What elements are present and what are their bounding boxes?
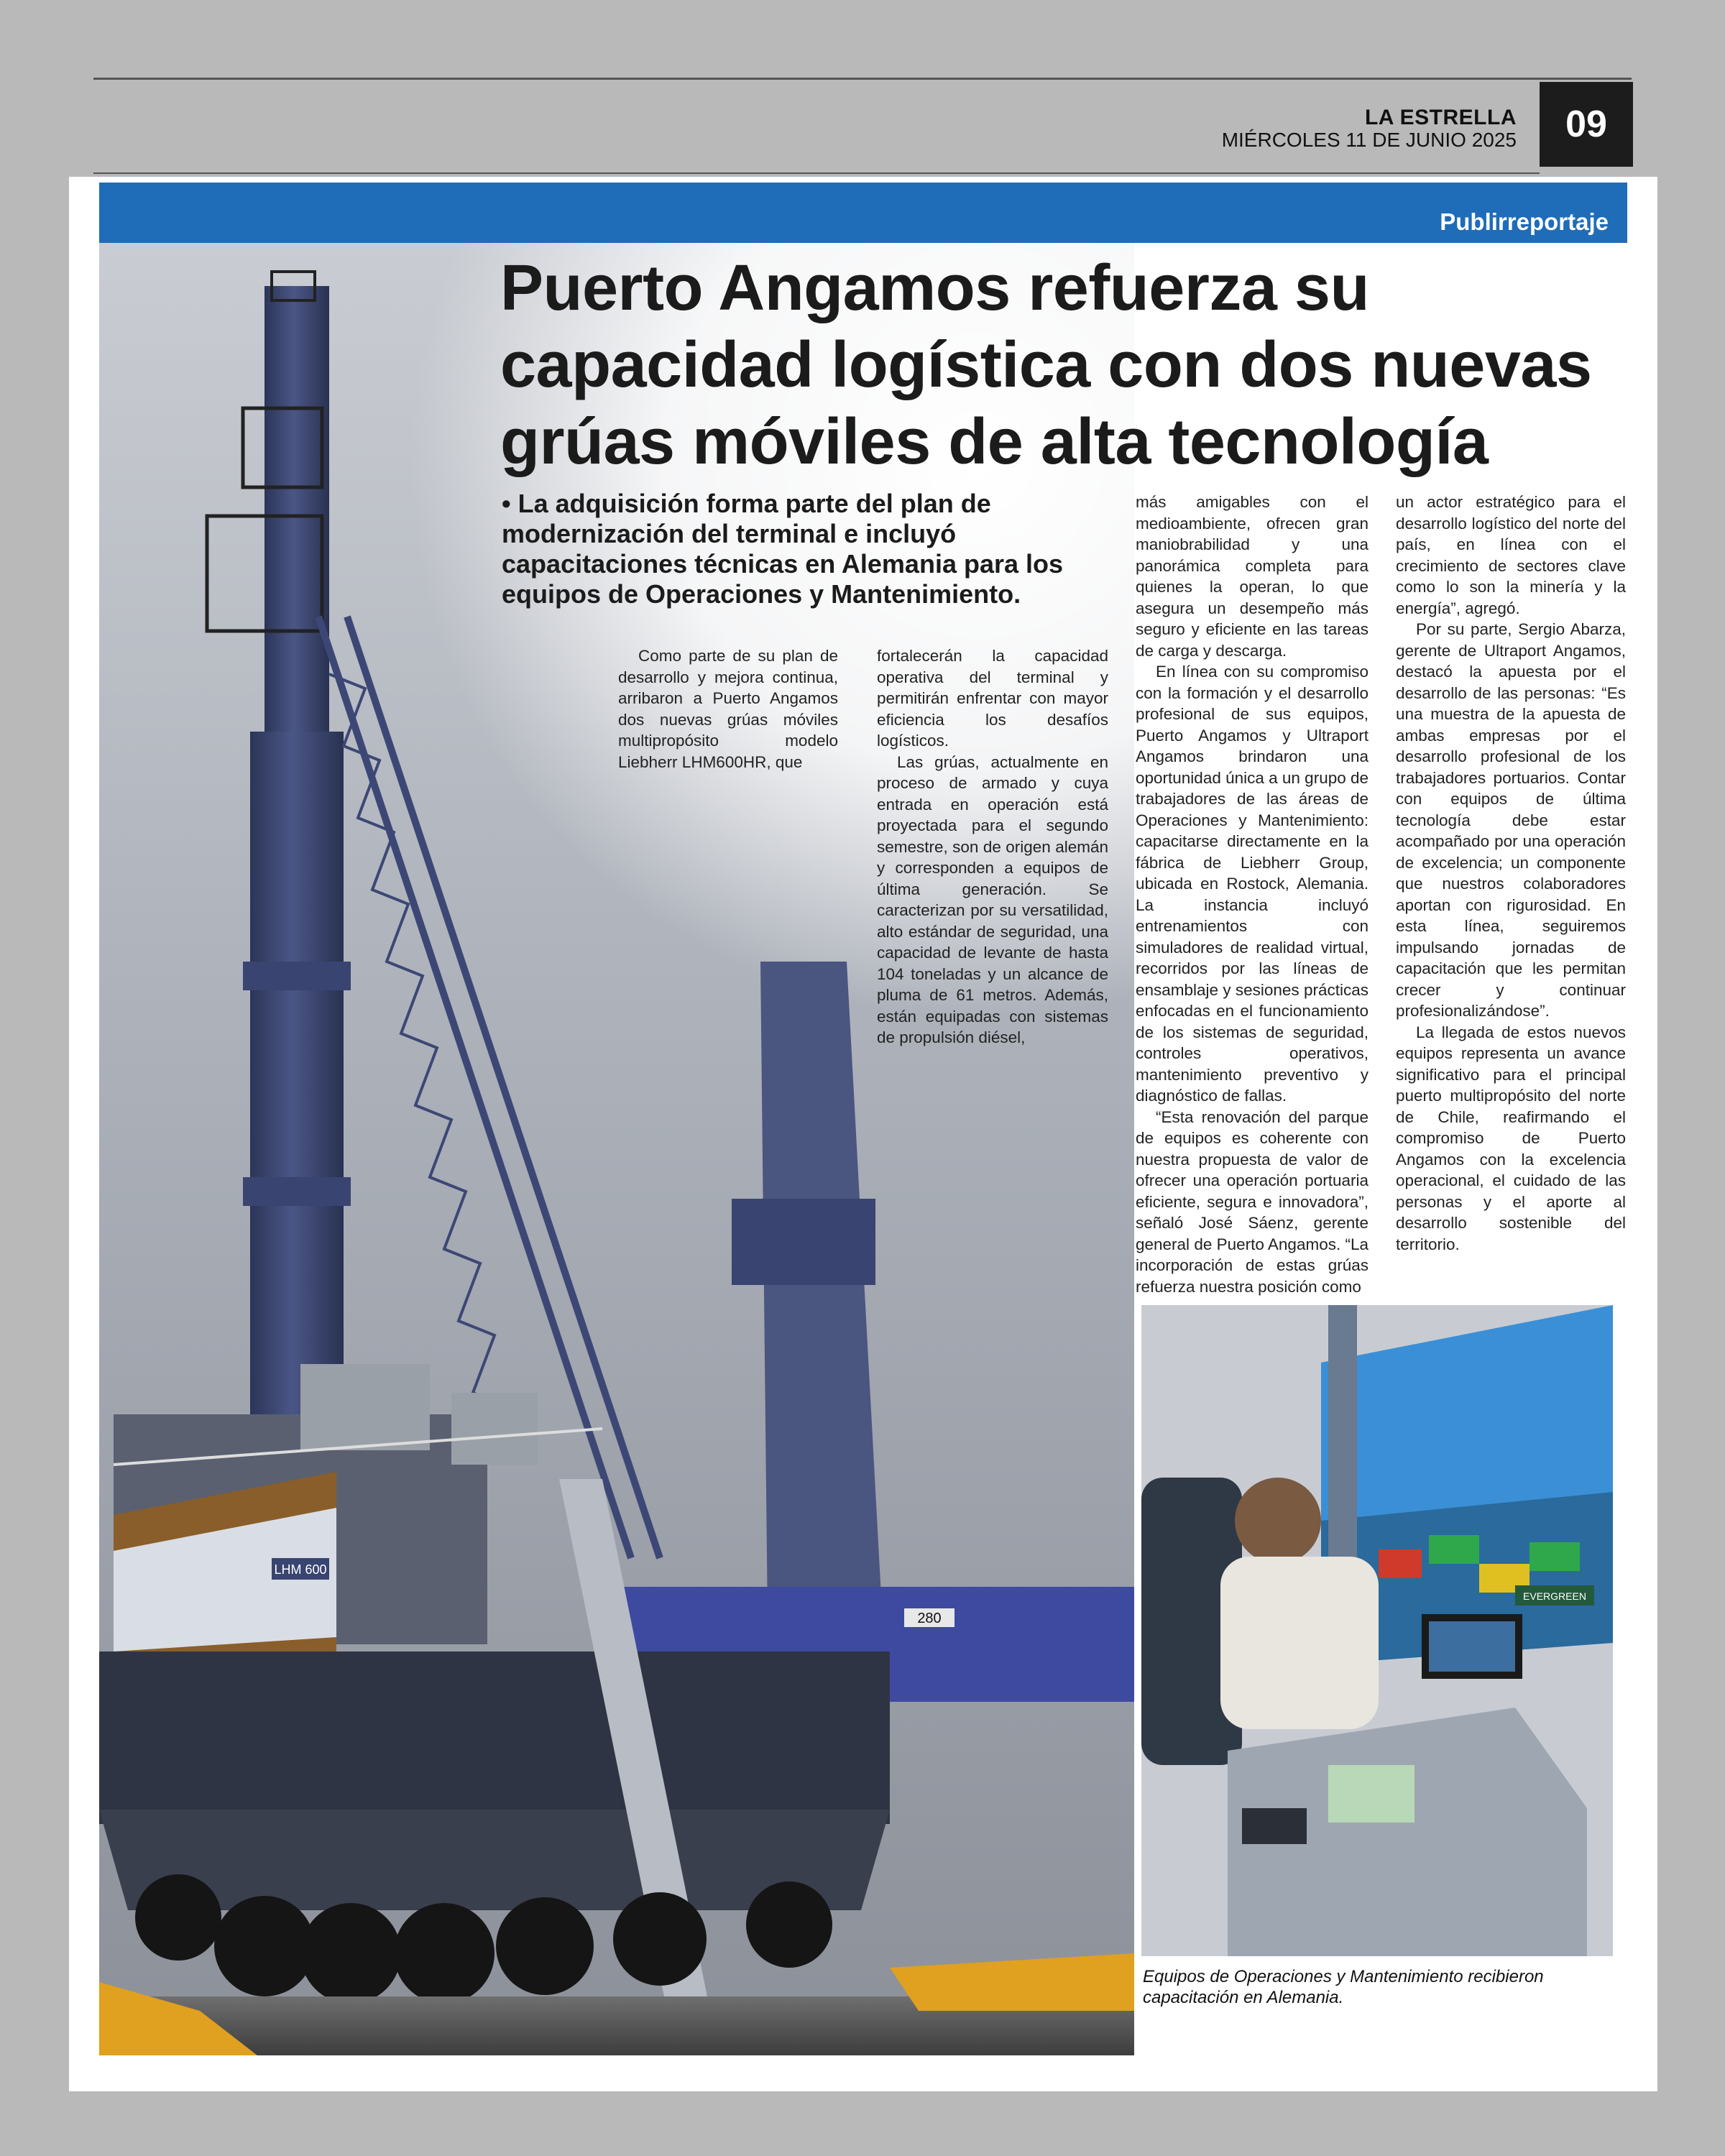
body-column-1	[618, 645, 838, 773]
masthead	[1222, 106, 1517, 151]
photo-caption: Equipos de Operaciones y Mantenimiento recibieron capacitación en Alemania.	[1143, 1967, 1544, 2007]
header-rule	[93, 172, 1540, 174]
simulator-photo	[1141, 1305, 1613, 1956]
section-kicker: Publirreportaje	[1440, 208, 1609, 235]
newspaper-name: LA ESTRELLA	[1364, 106, 1517, 129]
headline: Puerto Angamos refuerza su capacidad logística con dos nuevas grúas móviles de alta tecnología	[500, 252, 1592, 478]
issue-date: MIÉRCOLES 11 DE JUNIO 2025	[1221, 129, 1517, 151]
paragraph: La llegada de estos nuevos equipos representa un avance significativo para el principal puerto multipropósito del norte de Chile, reafirmando el compromiso de Puerto Angamos con la excelencia operacional, el cuidado de las personas y el aporte al desarrollo sostenible del territorio.	[1396, 1023, 1626, 1253]
unit-number-label: 280	[917, 1611, 942, 1626]
body-column-4	[1396, 492, 1626, 1255]
paragraph: un actor estratégico para el desarrollo logístico del norte del país, en línea con el crecimiento de sectores clave como lo son la minería y la energía”, agregó.	[1396, 493, 1626, 617]
top-rule	[93, 78, 1632, 80]
body-column-3	[1136, 492, 1368, 1297]
paragraph: “Esta renovación del parque de equipos es coherente con nuestra propuesta de valor de ofrecer una operación portuaria eficiente, segura e innovadora”, señaló José Sáenz, gerente general de Puerto Angamos. “La incorporación de estas grúas refuerza nuestra posición como	[1136, 1107, 1368, 1296]
paragraph: Como parte de su plan de desarrollo y mejora continua, arribaron a Puerto Angamos dos nuevas grúas móviles multipropósito modelo Liebherr LHM600HR, que	[618, 647, 838, 771]
deck-subheading: • La adquisición forma parte del plan de modernización del terminal e incluyó capacitaciones técnicas en Alemania para los equipos de Operaciones y Mantenimiento.	[502, 489, 1064, 609]
paragraph: fortalecerán la capacidad operativa del terminal y permitirán enfrentar con mayor eficiencia los desafíos logísticos.	[877, 647, 1108, 750]
page-number: 09	[1540, 82, 1633, 167]
crane-model-label: LHM 600	[274, 1562, 327, 1577]
container-brand-label: EVERGREEN	[1523, 1590, 1586, 1602]
section-bar	[99, 183, 1627, 243]
paragraph: más amigables con el medioambiente, ofrecen gran maniobrabilidad y una panorámica completa para quienes la operan, lo que asegura un desempeño más seguro y eficiente en las tareas de carga y descarga.	[1136, 493, 1368, 660]
body-column-2	[877, 645, 1108, 1049]
article-page	[69, 177, 1657, 2091]
paragraph: En línea con su compromiso con la formación y el desarrollo profesional de sus equipos, Puerto Angamos y Ultraport Angamos brindaron una oportunidad única a un grupo de trabajadores de las áreas de Operaciones y Mantenimiento: capacitarse directamente en la fábrica de Liebherr Group, ubicada en Rostock, Alemania. La instancia incluyó entrenamientos con simuladores de realidad virtual, recorridos por las líneas de ensamblaje y sesiones prácticas enfocadas en el funcionamiento de los sistemas de seguridad, controles operativos, mantenimiento preventivo y diagnóstico de fallas.	[1136, 663, 1369, 1105]
paragraph: Las grúas, actualmente en proceso de armado y cuya entrada en operación está proyectada para el segundo semestre, son de origen alemán y corresponden a equipos de última generación. Se caracterizan por su versatilidad, alto estándar de seguridad, una capacidad de levante de hasta 104 toneladas y un alcance de pluma de 61 metros. Además, están equipadas con sistemas de propulsión diésel,	[877, 752, 1108, 1046]
paragraph: Por su parte, Sergio Abarza, gerente de Ultraport Angamos, destacó la apuesta por el desarrollo de las personas: “Es una muestra de la apuesta de ambas empresas por el desarrollo profesional de los trabajadores portuarios. Contar con equipos de última tecnología debe estar acompañado por una operación de excelencia; un componente que nuestros colaboradores aportan con rigurosidad. En esta línea, seguiremos impulsando jornadas de capacitación que les permitan crecer y continuar profesionalizándose”.	[1396, 620, 1626, 1020]
